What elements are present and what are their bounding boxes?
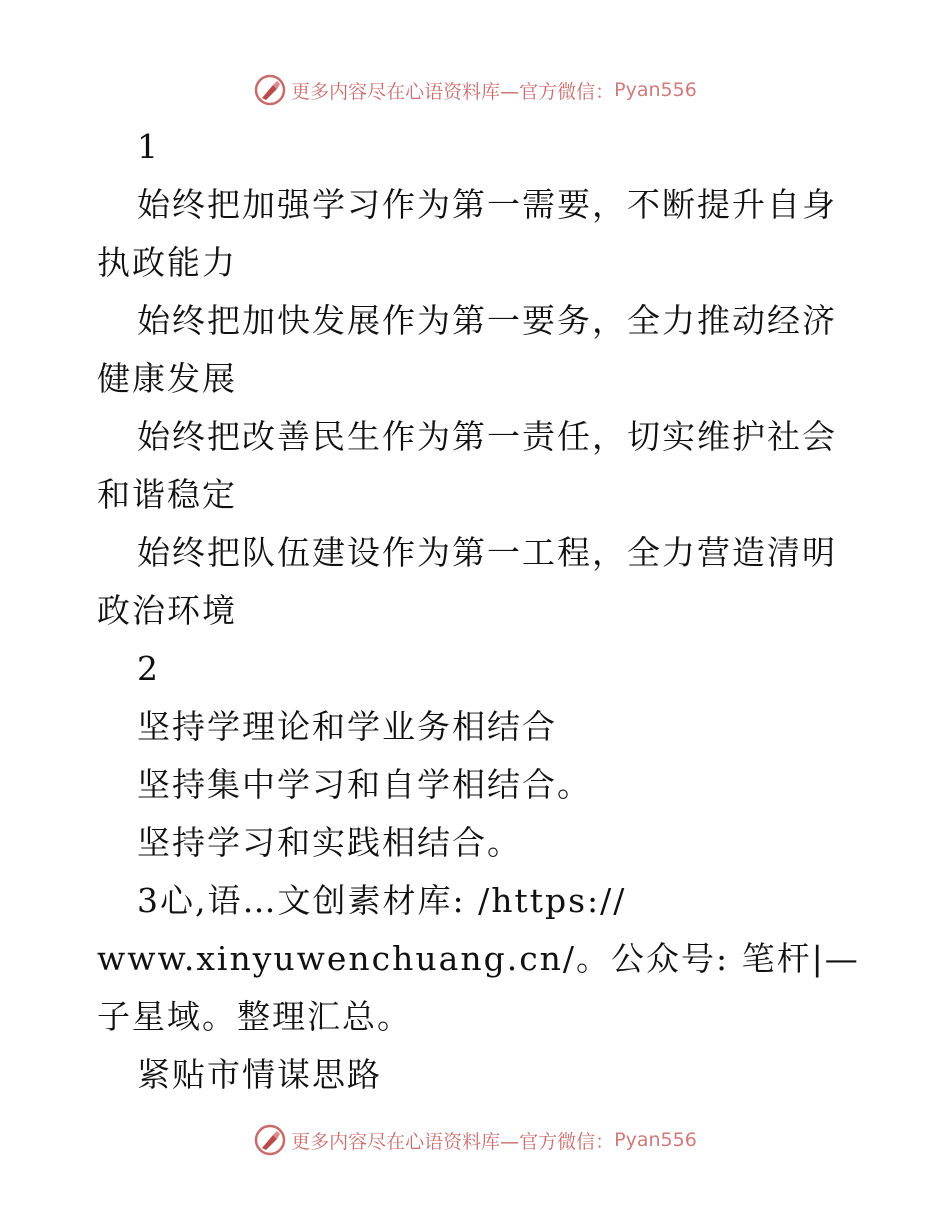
- watermark-text: 更多内容尽在心语资料库—官方微信：: [291, 80, 615, 103]
- pen-nib-circle-icon: [253, 1123, 287, 1157]
- watermark-wechat-id: Pyan556: [614, 79, 697, 101]
- section-number: 2: [137, 649, 160, 688]
- paragraph: 紧贴市情谋思路: [137, 1055, 382, 1094]
- paragraph: 始终把加快发展作为第一要务，全力推动经济健康发展: [97, 301, 837, 398]
- paragraph: 坚持集中学习和自学相结合。: [137, 765, 592, 804]
- watermark-text: 更多内容尽在心语资料库—官方微信：: [291, 1130, 615, 1153]
- watermark-wechat-id: Pyan556: [614, 1129, 697, 1151]
- paragraph: 始终把加强学习作为第一需要，不断提升自身执政能力: [97, 185, 837, 282]
- paragraph: 坚持学理论和学业务相结合: [137, 707, 557, 746]
- pen-nib-circle-icon: [253, 73, 287, 107]
- footer-watermark: [0, 1120, 950, 1160]
- paragraph: 坚持学习和实践相结合。: [137, 823, 522, 862]
- section-number: 1: [137, 127, 160, 166]
- paragraph: 始终把改善民生作为第一责任，切实维护社会和谐稳定: [97, 417, 837, 514]
- document-body: [97, 118, 867, 1104]
- paragraph: 始终把队伍建设作为第一工程，全力营造清明政治环境: [97, 533, 837, 630]
- paragraph: www.xinyuwenchuang.cn/。公众号: 笔杆|—子星域。整理汇总。: [97, 939, 860, 1036]
- header-watermark: [0, 70, 950, 110]
- paragraph: 3心,语…文创素材库: /https://: [137, 881, 627, 920]
